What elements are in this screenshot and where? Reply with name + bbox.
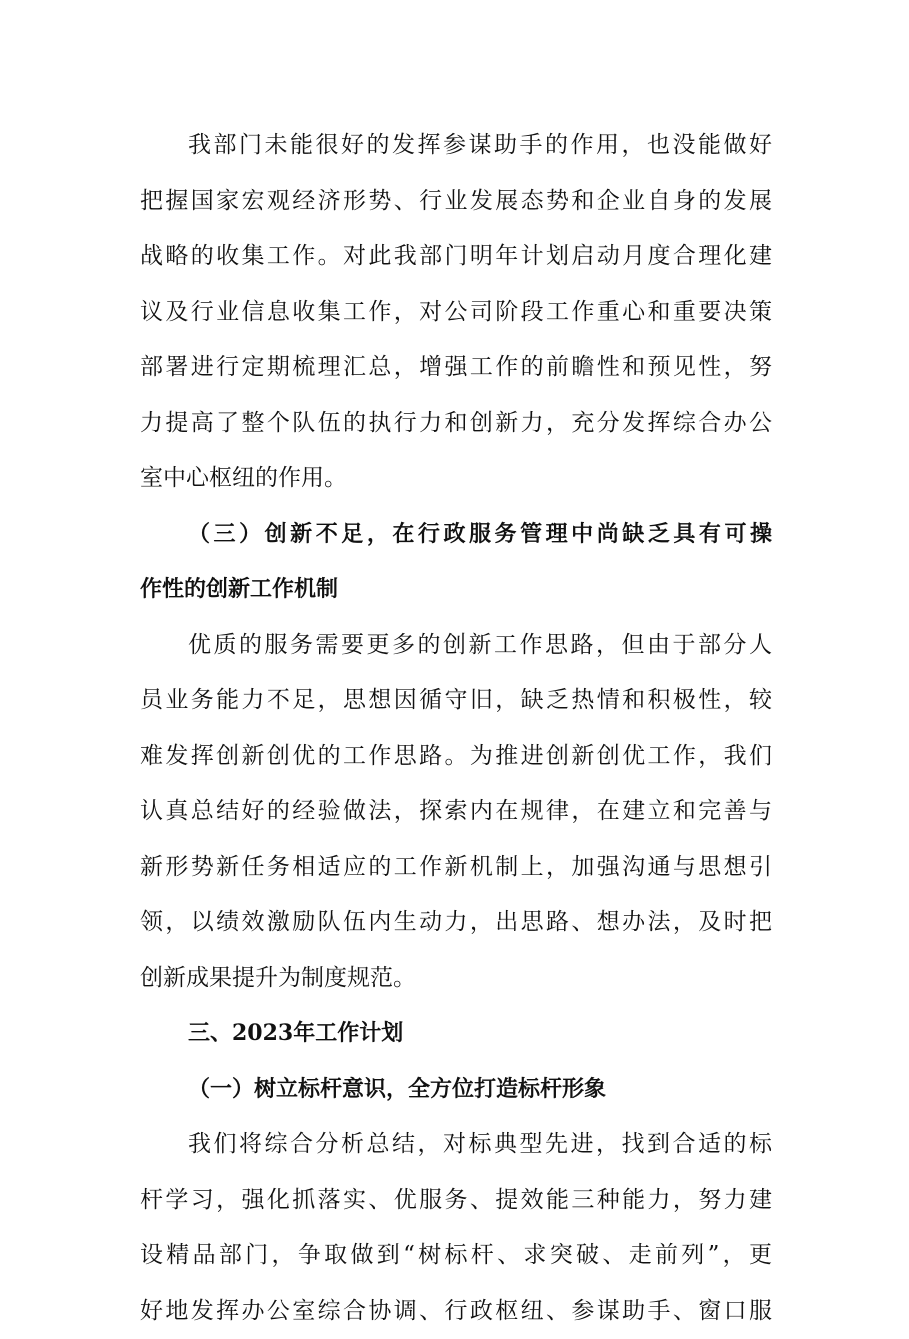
section-heading: 三、2023年工作计划	[140, 1006, 772, 1062]
subheading-line: 作性的创新工作机制	[140, 562, 772, 618]
paragraph-line: 设精品部门，争取做到“树标杆、求突破、走前列”，更	[140, 1228, 772, 1284]
paragraph-line: 战略的收集工作。对此我部门明年计划启动月度合理化建	[140, 229, 772, 285]
paragraph-line: 我们将综合分析总结，对标典型先进，找到合适的标	[140, 1117, 772, 1173]
paragraph-line: 把握国家宏观经济形势、行业发展态势和企业自身的发展	[140, 174, 772, 230]
paragraph-line: 优质的服务需要更多的创新工作思路，但由于部分人	[140, 618, 772, 674]
paragraph-line: 力提高了整个队伍的执行力和创新力，充分发挥综合办公	[140, 396, 772, 452]
paragraph-line: 创新成果提升为制度规范。	[140, 951, 772, 1007]
paragraph-line: 好地发挥办公室综合协调、行政枢纽、参谋助手、窗口服	[140, 1284, 772, 1339]
paragraph-line: 难发挥创新创优的工作思路。为推进创新创优工作，我们	[140, 729, 772, 785]
paragraph-line: 部署进行定期梳理汇总，增强工作的前瞻性和预见性，努	[140, 340, 772, 396]
subheading-line: （三）创新不足，在行政服务管理中尚缺乏具有可操	[140, 507, 772, 563]
paragraph-line: 认真总结好的经验做法，探索内在规律，在建立和完善与	[140, 784, 772, 840]
paragraph-line: 员业务能力不足，思想因循守旧，缺乏热情和积极性，较	[140, 673, 772, 729]
paragraph-line: 领，以绩效激励队伍内生动力，出思路、想办法，及时把	[140, 895, 772, 951]
paragraph-line: 室中心枢纽的作用。	[140, 451, 772, 507]
paragraph-line: 新形势新任务相适应的工作新机制上，加强沟通与思想引	[140, 840, 772, 896]
paragraph-line: 议及行业信息收集工作，对公司阶段工作重心和重要决策	[140, 285, 772, 341]
document-body	[140, 118, 772, 1339]
paragraph-line: 我部门未能很好的发挥参谋助手的作用，也没能做好	[140, 118, 772, 174]
subheading-line: （一）树立标杆意识，全方位打造标杆形象	[140, 1062, 772, 1118]
paragraph-line: 杆学习，强化抓落实、优服务、提效能三种能力，努力建	[140, 1173, 772, 1229]
